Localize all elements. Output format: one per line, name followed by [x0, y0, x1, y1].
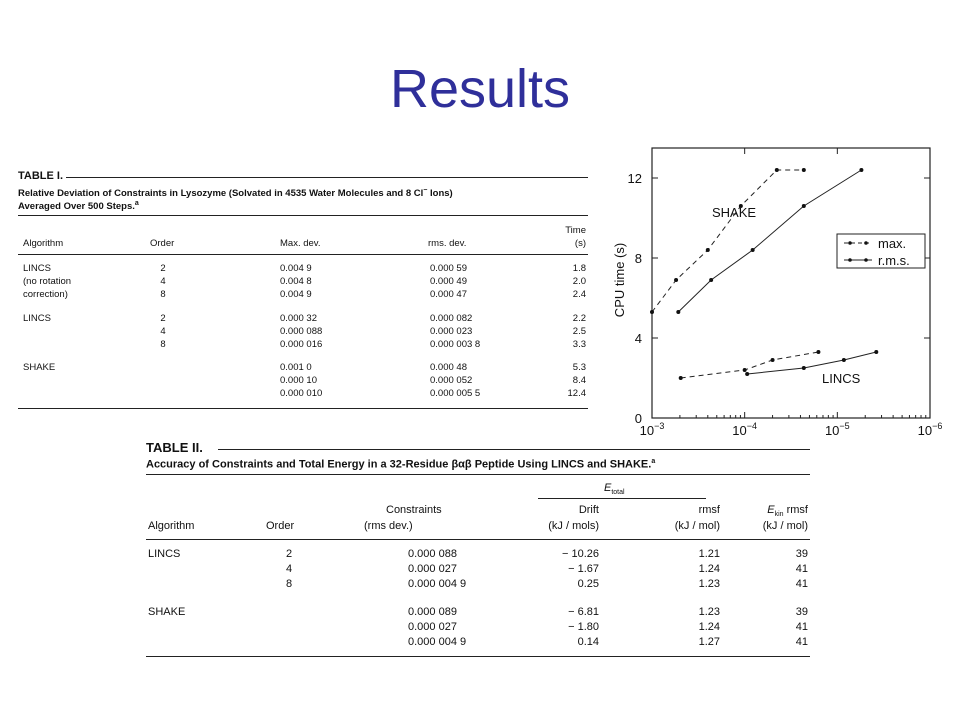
table-1-caption-line2: Averaged Over 500 Steps.$^a$ [18, 200, 139, 213]
table-1-cell-rms-dev: 0.000 47 [430, 289, 467, 300]
table-2-cell-constraints: 0.000 089 [408, 606, 457, 618]
table-2-header-drift-bottom: (kJ / mols) [548, 520, 599, 532]
table-1-cell-rms-dev: 0.000 052 [430, 375, 473, 386]
table-2-label: TABLE II. [146, 440, 203, 455]
table-2-cell-order: 8 [285, 578, 293, 590]
table-2-header-rule [146, 539, 810, 540]
table-1-header-time-top: Time [565, 225, 586, 236]
table-2-cell-ekin-rmsf: 41 [795, 578, 808, 590]
table-2-cell-drift: 0.25 [577, 578, 599, 590]
table-2-cell-rmsf: 1.24 [698, 621, 720, 633]
table-1-cell-time: 5.3 [572, 362, 586, 373]
table-2 [146, 436, 810, 658]
data-point [802, 366, 806, 370]
table-1-cell-order: 8 [160, 339, 166, 350]
chart-legend [837, 234, 925, 268]
x-tick-label: $10^{-4}$ [732, 421, 758, 438]
table-2-cell-algorithm: LINCS [148, 548, 181, 560]
table-2-header-drift-top: Drift [578, 504, 599, 516]
table-1-cell-time: 12.4 [567, 388, 586, 399]
table-1-cell-max-dev: 0.000 010 [280, 388, 323, 399]
table-1-cell-order: 2 [160, 313, 166, 324]
table-1-cell-max-dev: 0.000 016 [280, 339, 323, 350]
table-2-cell-constraints: 0.000 004 9 [408, 578, 467, 590]
table-1-cell-rms-dev: 0.000 49 [430, 276, 467, 287]
table-2-caption-rule [146, 474, 810, 475]
table-2-cell-rmsf: 1.24 [698, 563, 720, 575]
table-2-header-etotal: $E_{total}$ [604, 482, 625, 497]
data-point [706, 248, 710, 252]
chart-series [650, 168, 878, 380]
table-1-cell-rms-dev: 0.000 003 8 [430, 339, 481, 350]
table-1-header-time-unit: (s) [574, 238, 586, 249]
data-point [679, 376, 683, 380]
table-2-bottom-rule [146, 656, 810, 657]
chart-frame [652, 148, 930, 418]
table-2-cell-drift: − 1.67 [568, 563, 599, 575]
table-2-cell-ekin-rmsf: 41 [795, 563, 808, 575]
table-1-cell-max-dev: 0.004 9 [280, 263, 312, 274]
table-1-cell-time: 2.4 [572, 289, 586, 300]
table-2-cell-rmsf: 1.27 [698, 636, 720, 648]
series-line-shake-max [652, 170, 804, 312]
table-1-cell-time: 2.0 [572, 276, 586, 287]
y-tick-label: 8 [634, 251, 642, 266]
x-tick-label: $10^{-5}$ [824, 421, 850, 438]
table-1-caption-line1: Relative Deviation of Constraints in Lysozyme (Solvated in 4535 Water Molecules and 8 Cl− Ions) [18, 187, 453, 200]
table-1-top-rule [66, 177, 588, 178]
table-1-cell-rms-dev: 0.000 48 [430, 362, 467, 373]
table-1-bottom-rule [18, 408, 588, 409]
table-2-cell-drift: − 6.81 [568, 606, 599, 618]
table-2-header-rmsf-bottom: (kJ / mol) [674, 520, 720, 532]
table-2-top-rule [218, 449, 810, 450]
data-point [743, 368, 747, 372]
table-1-cell-algorithm: (no rotation [23, 276, 72, 287]
table-2-cell-drift: 0.14 [577, 636, 599, 648]
lincs-annotation: LINCS [822, 371, 861, 386]
y-axis-label: CPU time (s) [612, 242, 627, 318]
data-point [650, 310, 654, 314]
table-2-cell-ekin-rmsf: 41 [795, 636, 808, 648]
data-point [676, 310, 680, 314]
table-2-header-ekin-top: $E_{kin}$ rmsf [767, 504, 808, 519]
table-1-header-algorithm: Algorithm [23, 238, 64, 249]
table-2-cell-order: 4 [285, 563, 293, 575]
table-1-cell-algorithm: LINCS [23, 313, 51, 324]
data-point [775, 168, 779, 172]
slide-title: Results [389, 59, 571, 119]
table-1-cell-rms-dev: 0.000 082 [430, 313, 473, 324]
chart-ticks [628, 148, 943, 438]
y-tick-label: 12 [627, 171, 642, 186]
cpu-time-chart [600, 140, 950, 440]
table-2-cell-ekin-rmsf: 39 [795, 548, 808, 560]
data-point [802, 168, 806, 172]
data-point [674, 278, 678, 282]
table-2-cell-rmsf: 1.23 [698, 606, 720, 618]
table-1-cell-max-dev: 0.001 0 [280, 362, 312, 373]
legend-marker [864, 241, 868, 245]
y-tick-label: 4 [634, 331, 642, 346]
legend-label-max: max. [878, 236, 907, 251]
table-1-cell-algorithm: LINCS [23, 263, 51, 274]
table-1-cell-rms-dev: 0.000 005 5 [430, 388, 481, 399]
table-2-cell-constraints: 0.000 027 [408, 563, 457, 575]
data-point [751, 248, 755, 252]
table-1-cell-algorithm: SHAKE [23, 362, 56, 373]
table-1-cell-time: 1.8 [572, 263, 586, 274]
table-2-cell-order: 2 [285, 548, 293, 560]
data-point [709, 278, 713, 282]
legend-marker [864, 258, 868, 262]
shake-annotation: SHAKE [712, 205, 757, 220]
table-2-cell-ekin-rmsf: 39 [795, 606, 808, 618]
table-2-cell-drift: − 1.80 [568, 621, 599, 633]
plot-border [652, 148, 930, 418]
series-line-shake-rms [678, 170, 861, 312]
table-2-header-constraints-top: Constraints [386, 504, 442, 516]
table-1-cell-order: 4 [160, 326, 166, 337]
data-point [842, 358, 846, 362]
legend-label-rms: r.m.s. [878, 253, 910, 268]
data-point [745, 372, 749, 376]
table-1-header-rms-dev: rms. dev. [428, 238, 467, 249]
table-1-cell-max-dev: 0.004 9 [280, 289, 312, 300]
table-2-header-algorithm: Algorithm [148, 520, 195, 532]
table-1-header-rule [18, 254, 588, 255]
data-point [859, 168, 863, 172]
table-1-cell-order: 4 [160, 276, 166, 287]
table-1-cell-rms-dev: 0.000 59 [430, 263, 467, 274]
table-2-caption: Accuracy of Constraints and Total Energy in a 32-Residue βαβ Peptide Using LINCS and SHAKE.$^a$ [146, 458, 656, 471]
table-1-cell-order: 2 [160, 263, 166, 274]
table-1-label: TABLE I. [18, 170, 64, 182]
x-tick-label: $10^{-6}$ [917, 421, 943, 438]
table-2-cell-drift: − 10.26 [561, 548, 599, 560]
table-1-cell-algorithm: correction) [23, 289, 68, 300]
table-2-cell-constraints: 0.000 027 [408, 621, 457, 633]
x-tick-label: $10^{-3}$ [639, 421, 665, 438]
table-1-header-max-dev: Max. dev. [280, 238, 321, 249]
table-2-header-rmsf-top: rmsf [698, 504, 720, 516]
table-1-cell-time: 2.2 [572, 313, 586, 324]
data-point [874, 350, 878, 354]
data-point [816, 350, 820, 354]
y-tick-label: 0 [634, 411, 642, 426]
data-point [802, 204, 806, 208]
table-1-cell-max-dev: 0.000 32 [280, 313, 317, 324]
table-2-cell-algorithm: SHAKE [148, 606, 186, 618]
table-1-cell-time: 2.5 [572, 326, 586, 337]
table-1-cell-time: 3.3 [572, 339, 586, 350]
table-2-header-order: Order [266, 520, 295, 532]
table-1-cell-max-dev: 0.004 8 [280, 276, 312, 287]
table-2-header-constraints-bottom: (rms dev.) [364, 520, 413, 532]
table-1-header-order: Order [150, 238, 175, 249]
table-1-cell-max-dev: 0.000 088 [280, 326, 323, 337]
table-1-cell-rms-dev: 0.000 023 [430, 326, 473, 337]
table-1 [18, 166, 590, 411]
table-2-header-ekin-bottom: (kJ / mol) [762, 520, 808, 532]
table-1-cell-order: 8 [160, 289, 166, 300]
table-2-cell-rmsf: 1.23 [698, 578, 720, 590]
table-1-cell-time: 8.4 [572, 375, 586, 386]
legend-marker [848, 241, 852, 245]
table-2-cell-constraints: 0.000 088 [408, 548, 457, 560]
table-2-etotal-rule [538, 498, 706, 499]
table-2-cell-rmsf: 1.21 [698, 548, 720, 560]
legend-marker [848, 258, 852, 262]
table-2-cell-ekin-rmsf: 41 [795, 621, 808, 633]
table-2-cell-constraints: 0.000 004 9 [408, 636, 467, 648]
data-point [771, 358, 775, 362]
table-1-cell-max-dev: 0.000 10 [280, 375, 317, 386]
table-1-caption-rule [18, 215, 588, 216]
